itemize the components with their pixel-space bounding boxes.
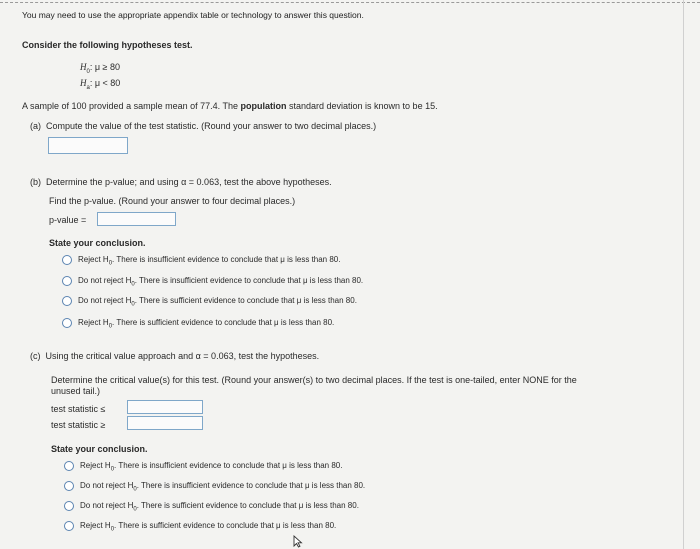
- part-a-question: (a) Compute the value of the test statistic. (Round your answer to two decimal places.): [30, 121, 377, 131]
- part-b-question: (b) Determine the p-value; and using α = 0.063, test the above hypotheses.: [30, 177, 332, 187]
- radio-circle-icon[interactable]: [64, 501, 74, 511]
- right-border: [683, 0, 684, 549]
- part-b-state-conclusion: State your conclusion.: [49, 238, 146, 248]
- ts-ge-input[interactable]: [127, 416, 203, 430]
- mouse-cursor-icon: [293, 535, 303, 548]
- consider-text: Consider the following hypotheses test.: [22, 40, 193, 50]
- part-c-option-3[interactable]: Do not reject $H_0$. There is sufficient evidence to conclude that μ is less than 80.: [64, 501, 359, 513]
- part-b-option-2[interactable]: Do not reject $H_0$. There is insufficient evidence to conclude that μ is less than 80.: [62, 276, 363, 288]
- part-b-option-1[interactable]: Reject $H_0$. There is insufficient evidence to conclude that μ is less than 80.: [62, 255, 340, 267]
- critical-value-instruction-2: unused tail.): [51, 386, 101, 396]
- part-b-option-3[interactable]: Do not reject $H_0$. There is sufficient evidence to conclude that μ is less than 80.: [62, 296, 357, 308]
- radio-circle-icon[interactable]: [64, 481, 74, 491]
- find-pvalue-text: Find the p-value. (Round your answer to four decimal places.): [49, 196, 296, 206]
- ts-ge-label: test statistic ≥: [51, 420, 106, 430]
- pvalue-input[interactable]: [97, 212, 176, 226]
- part-b-option-4[interactable]: Reject $H_0$. There is sufficient evidence to conclude that μ is less than 80.: [62, 318, 334, 330]
- radio-circle-icon[interactable]: [62, 276, 72, 286]
- null-hypothesis: $H_0$: μ ≥ 80: [80, 62, 120, 75]
- radio-circle-icon[interactable]: [64, 521, 74, 531]
- part-c-option-1[interactable]: Reject $H_0$. There is insufficient evidence to conclude that μ is less than 80.: [64, 461, 342, 473]
- pvalue-label: p-value =: [49, 215, 87, 225]
- part-c-state-conclusion: State your conclusion.: [51, 444, 148, 454]
- test-statistic-input[interactable]: [48, 137, 128, 154]
- part-c-option-4[interactable]: Reject $H_0$. There is sufficient evidence to conclude that μ is less than 80.: [64, 521, 336, 533]
- sample-text: A sample of 100 provided a sample mean of 77.4. The population standard deviation is known to be 15.: [22, 101, 438, 111]
- part-c-option-2[interactable]: Do not reject $H_0$. There is insufficient evidence to conclude that μ is less than 80.: [64, 481, 365, 493]
- instruction-text: You may need to use the appropriate appendix table or technology to answer this question.: [22, 10, 364, 20]
- critical-value-instruction-1: Determine the critical value(s) for this test. (Round your answer(s) to two decimal places. If the test is one-tailed, enter NONE for the: [51, 375, 577, 385]
- ts-le-label: test statistic ≤: [51, 404, 106, 414]
- radio-circle-icon[interactable]: [64, 461, 74, 471]
- part-c-question: (c) Using the critical value approach and α = 0.063, test the hypotheses.: [30, 351, 320, 361]
- ts-le-input[interactable]: [127, 400, 203, 414]
- radio-circle-icon[interactable]: [62, 255, 72, 265]
- radio-circle-icon[interactable]: [62, 318, 72, 328]
- top-divider: [0, 2, 700, 3]
- radio-circle-icon[interactable]: [62, 296, 72, 306]
- alt-hypothesis: $H_a$: μ < 80: [80, 78, 121, 91]
